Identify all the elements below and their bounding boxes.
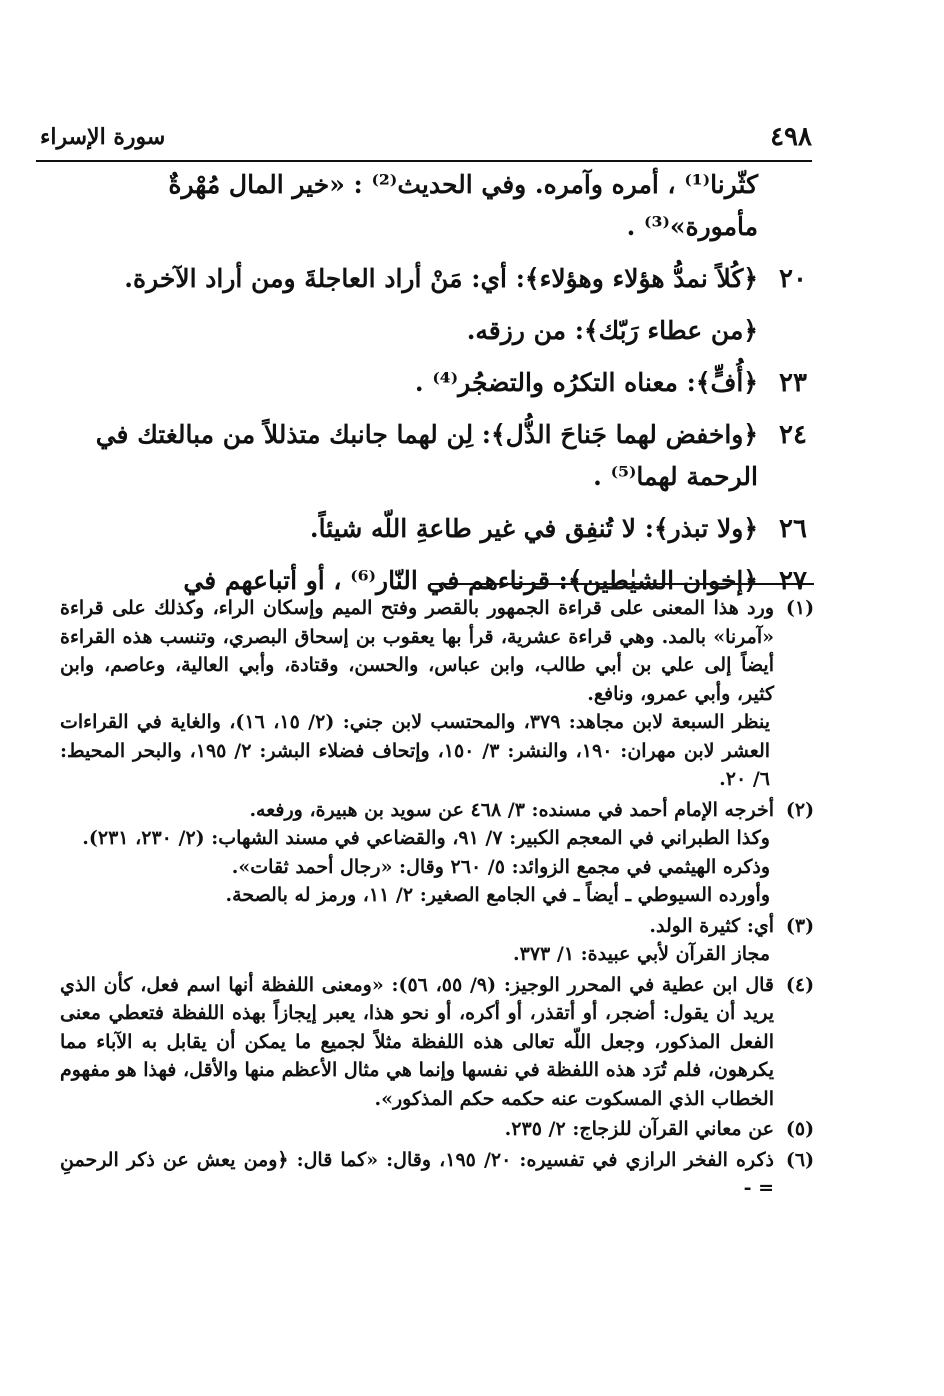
footnote-text: ينظر السبعة لابن مجاهد: ٣٧٩، والمحتسب لابن جني: (٢/ ١٥، ١٦)، والغاية في القراءات العشر لابن مهران: ١٩٠، والنشر: ٣/ ١٥٠، وإتحاف فضلاء البشر: ٢/ ١٩٥، والبحر المحيط: ٦/ ٢٠. — [60, 711, 771, 790]
footnote-number: (٥) — [785, 1118, 815, 1140]
commentary-entry — [60, 362, 816, 404]
commentary-text: ﴿كُلاً نمدُّ هؤلاء وهؤلاء﴾: أي: مَنْ أراد العاجلةَ ومن أراد الآخرة. — [124, 264, 758, 293]
footnote-number: (١) — [785, 597, 815, 619]
commentary-text: ﴿من عطاء رَبّك﴾: من رزقه. — [466, 316, 758, 345]
footnote — [60, 1115, 822, 1144]
footnote-text: مجاز القرآن لأبي عبيدة: ١/ ٣٧٣. — [513, 943, 770, 965]
footnote — [60, 796, 822, 910]
commentary-text: ﴿إخوان الشيٰطين﴾: قرناءهم في النّار⁽⁶⁾ ، أو أتباعهم في — [183, 566, 758, 595]
commentary-entry — [60, 164, 816, 248]
commentary-text: كثّرنا⁽¹⁾ ، أمره وآمره. وفي الحديث⁽²⁾ : «خير المال مُهْرةٌ مأمورة»⁽³⁾ . — [168, 170, 758, 241]
verse-number: ٢٣ — [779, 368, 807, 398]
footnotes — [60, 594, 822, 1205]
verse-commentary — [60, 164, 816, 612]
page-header — [40, 122, 812, 158]
footnote-text: ورد هذا المعنى على قراءة الجمهور بالقصر وفتح الميم وإسكان الراء، وكذلك على قراءة «آمرنا» بالمد. وهي قراءة عشرية، قرأ بها يعقوب بن إسحاق البصري، وتنسب هذه القراءة أيضاً إلى علي بن أبي طالب، وابن عباس، والحسن، وقتادة، وأبي العالية، وعاصم، وابن كثير، وأبي عمرو، ونافع. — [60, 597, 774, 705]
footnote-number: (٤) — [785, 973, 815, 996]
footnote-text: عن معاني القرآن للزجاج: ٢/ ٢٣٥. — [504, 1118, 774, 1140]
verse-number: ٢٤ — [779, 420, 807, 450]
verse-number: ٢٦ — [779, 514, 807, 544]
commentary-entry — [60, 310, 816, 352]
footnote-text: قال ابن عطية في المحرر الوجيز: (٩/ ٥٥، ٥٦): «ومعنى اللفظة أنها اسم فعل، كأن الذي يريد أن يقول: أضجر، أو أتقذر، أو أكره، أو نحو هذا، يعبر إيجازاً بهذه اللفظة فتعطي معنى الفعل المذكور، وجعل اللّه تعالى هذه اللفظة مثلاً لجميع ما يمكن أن يقابل به الآباء مما يكرهون، فلم تُرَد هذه اللفظة في نفسها وإنما هي مثال الأعظم منها والأقل، فهذا هو مفهوم الخطاب الذي المسكوت عنه حكمه حكم المذكور». — [60, 973, 774, 1110]
footnote — [60, 912, 822, 969]
footnote — [60, 1146, 822, 1203]
commentary-text: ﴿ولا تبذر﴾: لا تُنفِق في غير طاعةِ اللّه شيئاً. — [309, 514, 758, 543]
commentary-text: ﴿واخفض لهما جَناحَ الذُّل﴾: لِن لهما جانبك متذللاً من مبالغتك في الرحمة لهما⁽⁵⁾ . — [95, 420, 758, 491]
commentary-entry — [60, 414, 816, 498]
verse-number: ٢٠ — [779, 264, 807, 294]
footnote-number: (٣) — [785, 914, 815, 937]
header-divider — [36, 160, 812, 162]
footnote-text: وأورده السيوطي ـ أيضاً ـ في الجامع الصغير: ٢/ ١١، ورمز له بالصحة. — [225, 884, 770, 906]
footnote-text: ذكره الفخر الرازي في تفسيره: ٢٠/ ١٩٥، وقال: «كما قال: ﴿ومن يعش عن ذكر الرحمنِ = - — [60, 1148, 774, 1199]
footnote-text: وذكره الهيثمي في مجمع الزوائد: ٥/ ٢٦٠ وقال: «رجال أحمد ثقات». — [231, 855, 770, 878]
footnote-text: أخرجه الإمام أحمد في مسنده: ٣/ ٤٦٨ عن سويد بن هبيرة، ورفعه. — [249, 798, 774, 821]
commentary-text: ﴿أُفٍّ﴾: معناه التكرُه والتضجُر⁽⁴⁾ . — [414, 368, 758, 397]
footnote — [60, 971, 822, 1114]
commentary-entry — [60, 258, 816, 300]
footnote-text: وكذا الطبراني في المعجم الكبير: ٧/ ٩١، والقضاعي في مسند الشهاب: (٢/ ٢٣٠، ٢٣١). — [82, 827, 770, 849]
footnote-number: (٢) — [785, 798, 815, 821]
page-number: ٤٩٨ — [770, 122, 812, 152]
surah-title: سورة الإسراء — [40, 124, 166, 150]
footnote — [60, 594, 822, 794]
footnote-text: أي: كثيرة الولد. — [649, 914, 774, 937]
commentary-entry — [60, 508, 816, 550]
footnote-number: (٦) — [785, 1148, 815, 1171]
footnote-divider — [430, 583, 814, 585]
verse-number: ٢٧ — [779, 566, 807, 596]
